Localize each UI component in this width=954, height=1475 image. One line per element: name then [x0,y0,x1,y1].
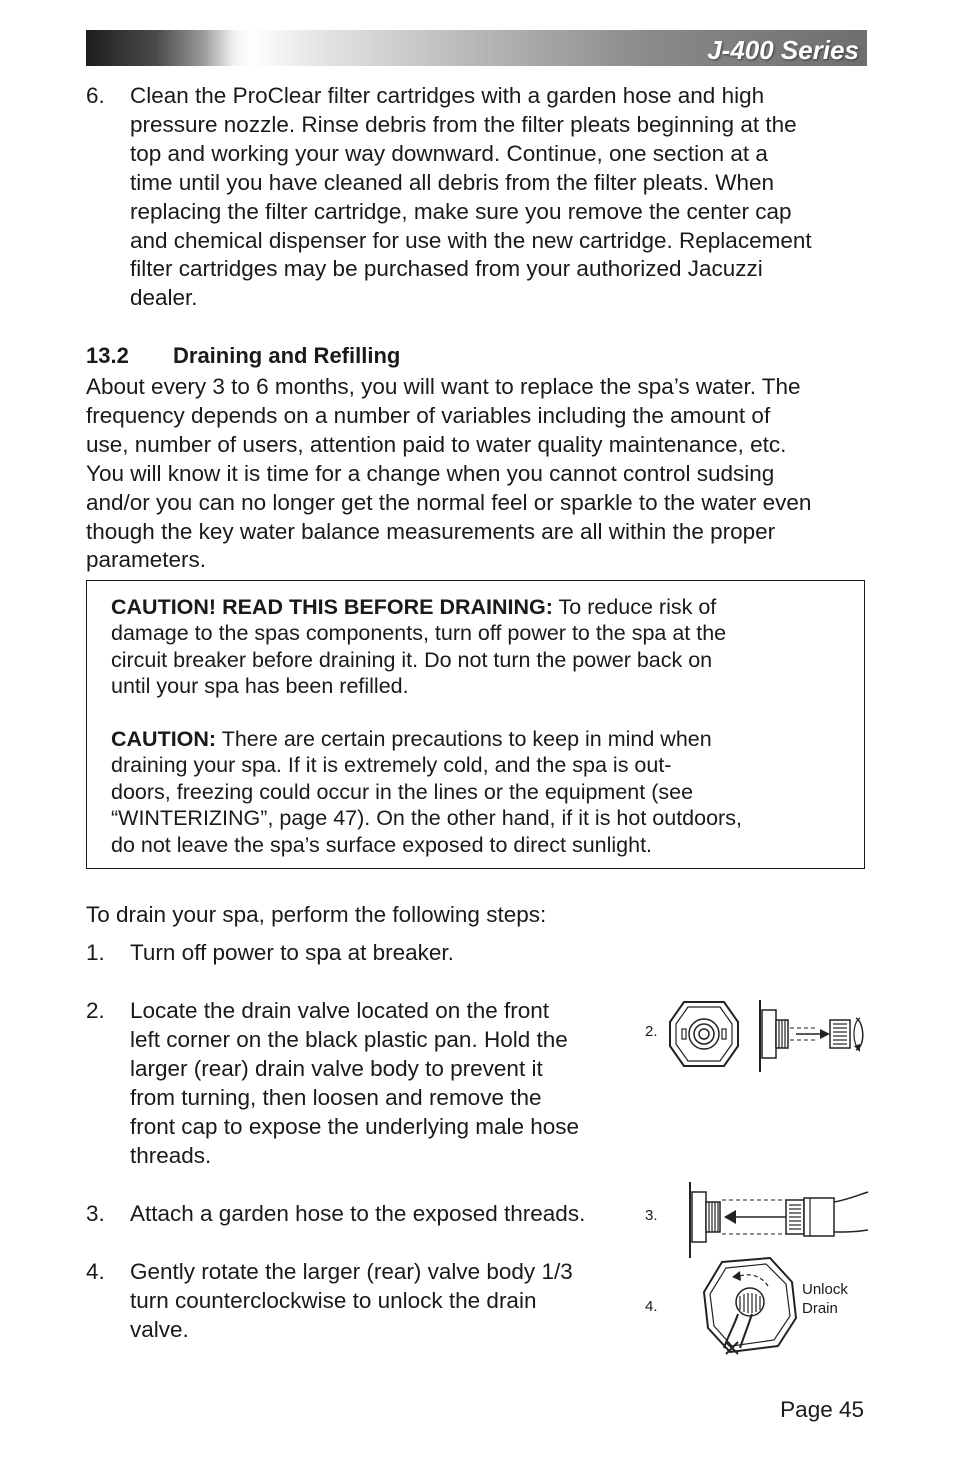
text-line: and chemical dispenser for use with the new cartridge. Replacement [130,227,812,253]
text-line: larger (rear) drain valve body to prevent it [130,1055,543,1081]
header-bar [86,30,867,66]
text-line: Attach a garden hose to the exposed threads. [130,1201,586,1226]
figure-4-caption [802,1280,848,1318]
steps-intro: To drain your spa, perform the following steps: [86,902,547,927]
caution-label: CAUTION: [111,727,217,751]
section-heading [86,342,400,370]
text-line: from turning, then loosen and remove the [130,1084,542,1110]
section-title: Draining and Refilling [173,343,401,368]
caution-label: CAUTION! READ THIS BEFORE DRAINING: [111,595,553,619]
text-line: draining your spa. If it is extremely cold, and the spa is out- [111,753,672,778]
intro-paragraph [86,373,871,575]
text-line: There are certain precautions to keep in mind when [216,727,712,751]
caution-precautions [111,726,846,858]
text-line: damage to the spas components, turn off power to the spa at the [111,621,727,646]
text-line: About every 3 to 6 months, you will want to replace the spa’s water. The [86,374,801,399]
step-number: 1. [86,940,105,965]
text-line: top and working your way downward. Continue, one section at a [130,140,768,166]
figure-2-label: 2. [645,1023,658,1040]
text-line: filter cartridges may be purchased from your authorized Jacuzzi [130,256,763,282]
text-line: frequency depends on a number of variables including the amount of [86,402,771,428]
page-number: Page 45 [780,1397,864,1422]
step-text [130,1200,640,1229]
drain-valve-side-view-illustration [756,998,872,1074]
series-title: J-400 Series [707,35,859,65]
step-text [130,1258,630,1345]
text-line: replacing the filter cartridge, make sure you remove the center cap [130,198,792,224]
text-line: To reduce risk of [552,595,717,619]
text-line: left corner on the black plastic pan. Hold the [130,1026,568,1052]
text-line: Gently rotate the larger (rear) valve body 1/3 [130,1259,573,1284]
step-text [130,82,812,313]
text-line: dealer. [130,285,198,311]
text-line: though the key water balance measurements are all within the proper [86,518,776,544]
text-line: do not leave the spa’s surface exposed to direct sunlight. [111,832,653,857]
caution-draining [111,594,846,700]
text-line: time until you have cleaned all debris from the filter pleats. When [130,169,775,195]
step-text [130,997,630,1170]
text-line: Locate the drain valve located on the front [130,998,550,1023]
figure-4-label: 4. [645,1298,658,1315]
text-line: circuit breaker before draining it. Do not turn the power back on [111,647,713,672]
drain-cap-front-view-illustration [666,998,742,1070]
caption-line: Drain [802,1300,838,1317]
caution-box [86,580,865,869]
text-line: turn counterclockwise to unlock the drain [130,1287,537,1313]
text-line: parameters. [86,547,207,573]
text-line: You will know it is time for a change when you cannot control sudsing [86,460,775,486]
text-line: use, number of users, attention paid to water quality maintenance, etc. [86,431,787,457]
figure-3-label: 3. [645,1207,658,1224]
text-line: “WINTERIZING”, page 47). On the other hand, if it is hot outdoors, [111,806,742,831]
text-line: threads. [130,1142,212,1168]
step-number: 6. [86,83,105,108]
text-line: valve. [130,1316,189,1342]
step-number: 2. [86,998,105,1023]
step-number: 3. [86,1201,105,1226]
caption-line: Unlock [802,1281,848,1298]
step-number: 4. [86,1259,105,1284]
text-line: doors, freezing could occur in the lines or the equipment (see [111,779,694,804]
text-line: and/or you can no longer get the normal feel or sparkle to the water even [86,489,812,515]
text-line: Clean the ProClear filter cartridges with a garden hose and high [130,83,765,108]
hose-attachment-illustration [686,1180,870,1260]
text-line: front cap to expose the underlying male hose [130,1113,580,1139]
section-number: 13.2 [86,343,129,368]
text-line: until your spa has been refilled. [111,674,409,699]
text-line: pressure nozzle. Rinse debris from the filter pleats beginning at the [130,111,797,137]
text-line: Turn off power to spa at breaker. [130,940,454,965]
unlock-drain-rotation-illustration [700,1256,800,1356]
step-text [130,939,454,968]
